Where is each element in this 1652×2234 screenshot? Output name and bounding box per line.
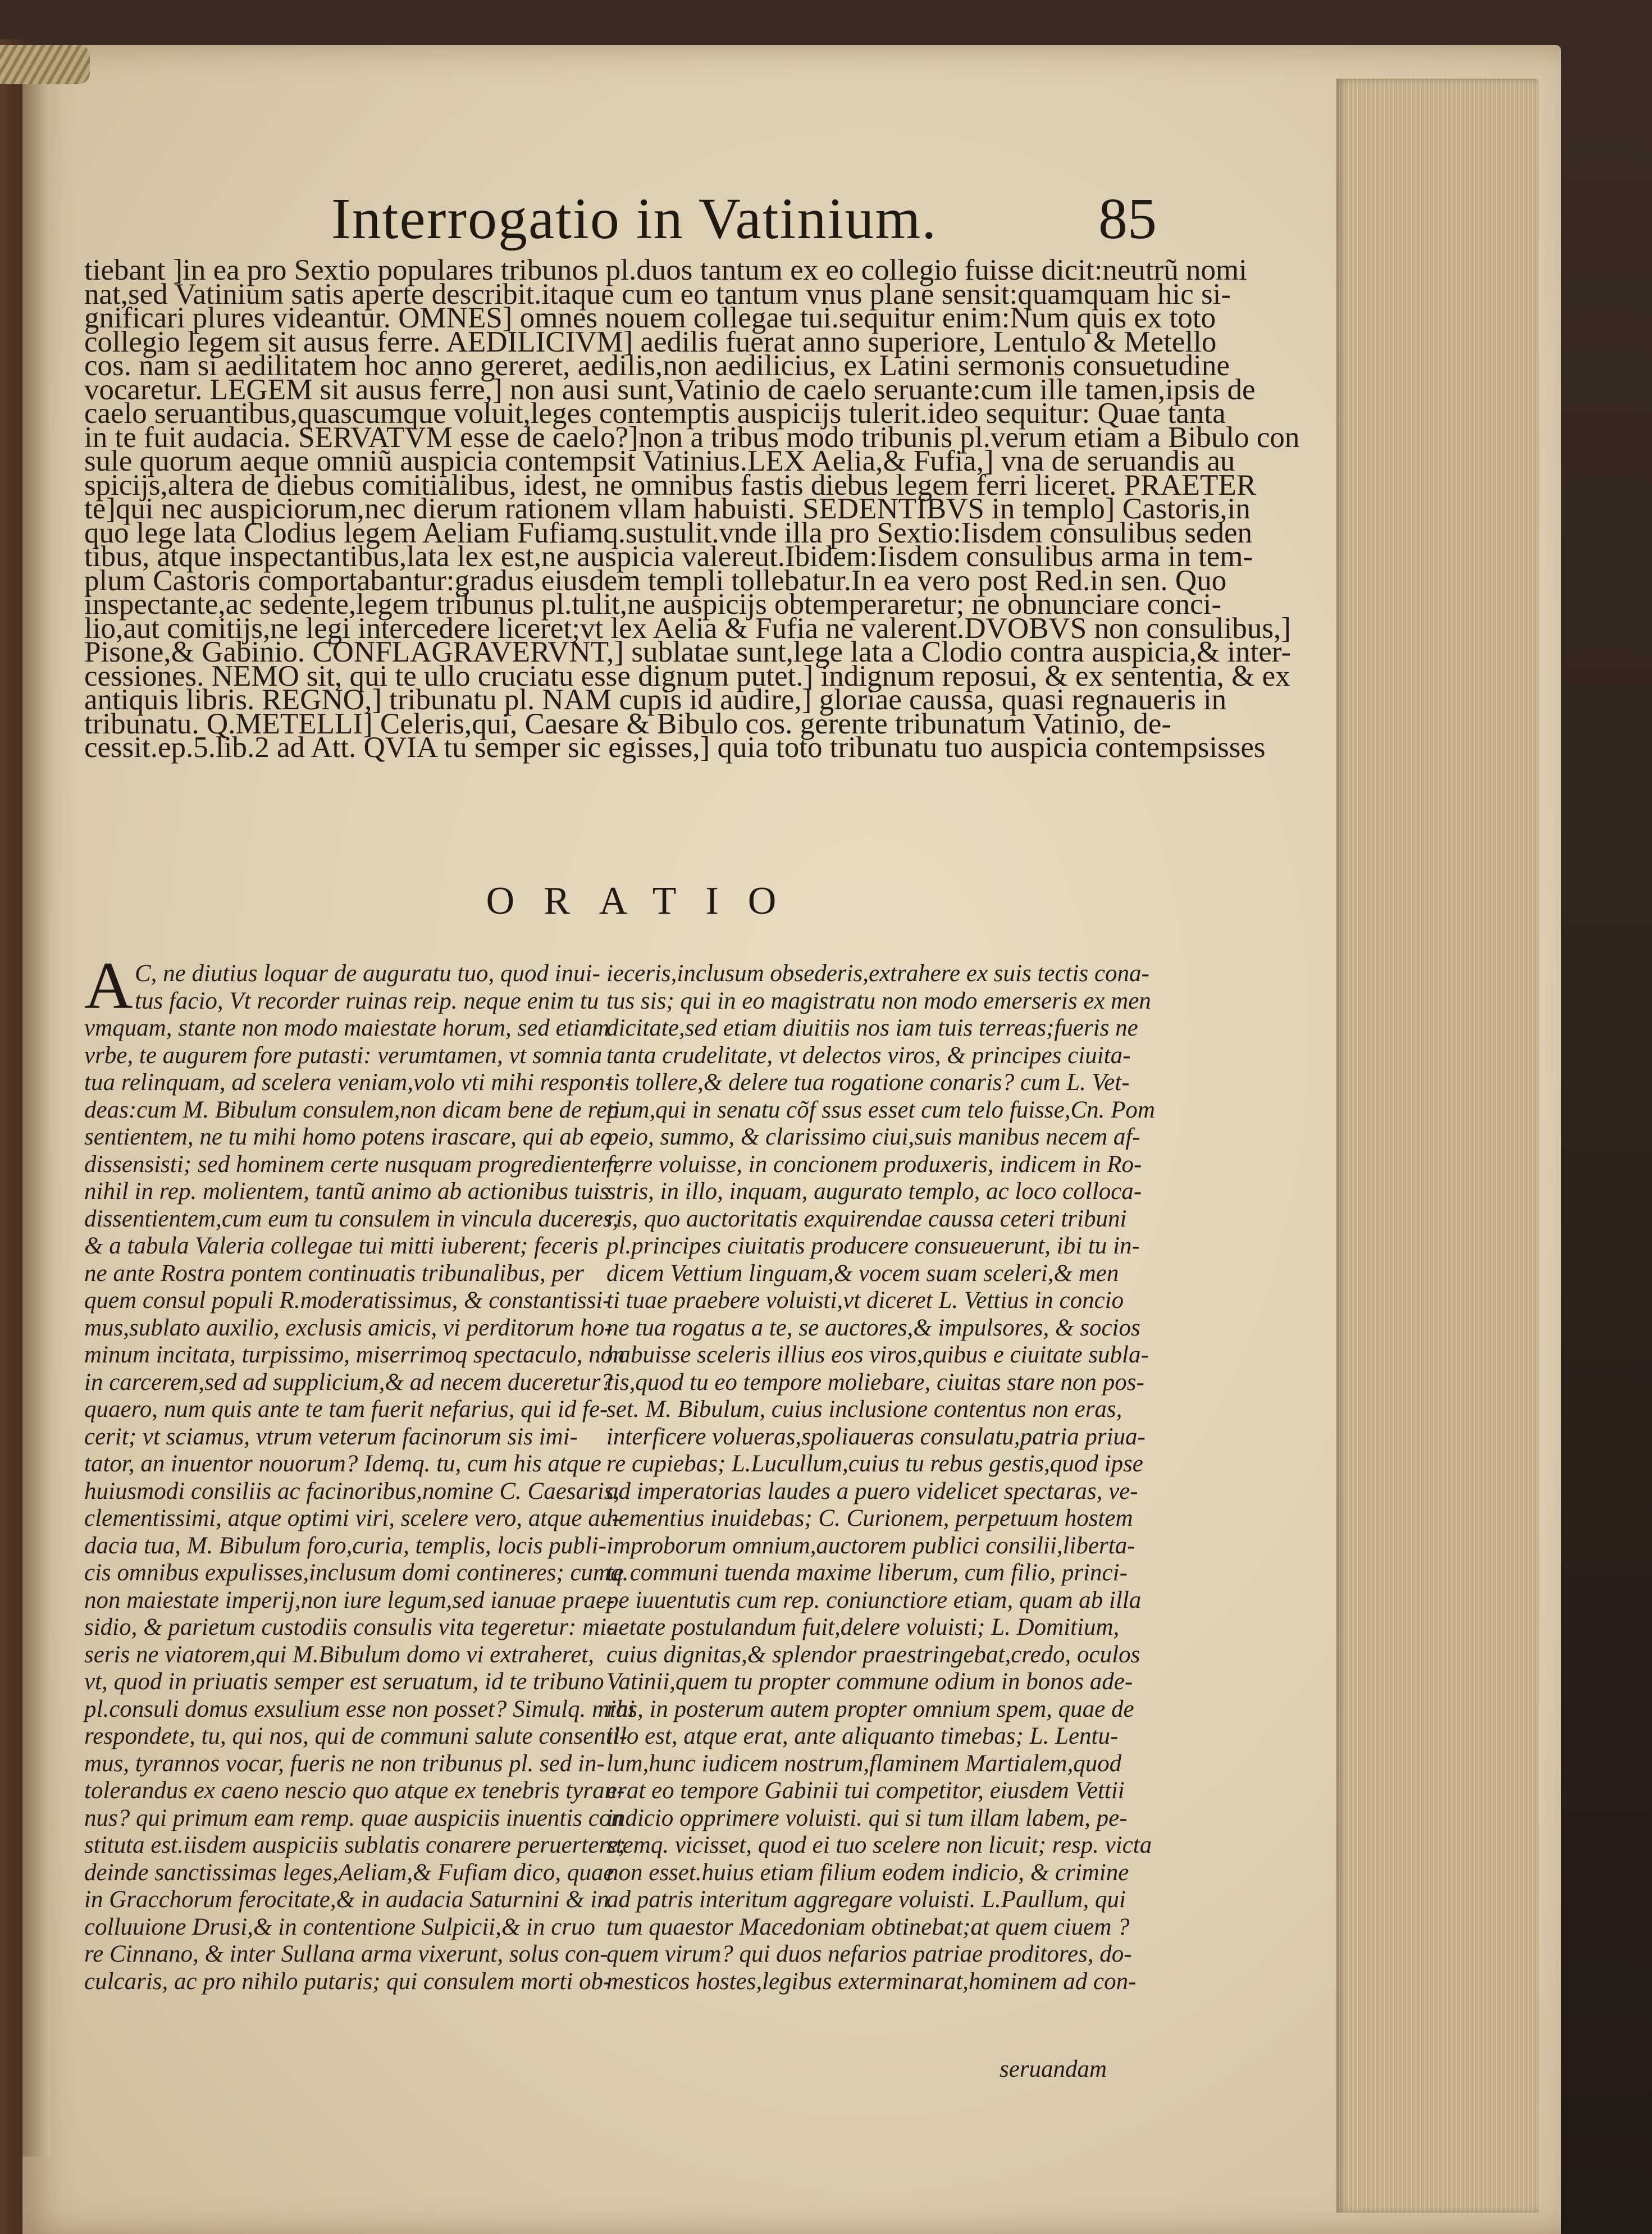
drop-capital: A [84,948,133,1023]
commentary-line: tribunatu. Q.METELLI] Celeris,qui, Caesare & Bibulo cos. gerente tribunatum Vatinio, de- [84,707,1172,740]
text-line: tum quaestor Macedoniam obtinebat;at quem ciuem ? [606,1913,1130,1940]
text-line: quem virum? qui duos nefarios patriae proditores, do- [606,1941,1132,1967]
text-line: ne ante Rostra pontem continuatis tribunalibus, per [84,1260,584,1287]
text-line: lum,hunc iudicem nostrum,flaminem Martialem,quod [606,1750,1122,1777]
text-line: interficere volueras,spoliaueras consulatu,patria priua- [606,1423,1146,1450]
catchword: seruandam [1000,2056,1107,2082]
commentary-line: vocaretur. LEGEM sit ausus ferre,] non ausi sunt,Vatinio de caelo seruante:cum ille tamen,ipsis de [84,373,1256,406]
text-line: pl.consuli domus exsulium esse non posset? Simulq. mihi [84,1695,635,1722]
text-line: seris ne viatorem,qui M.Bibulum domo vi extraheret, [84,1641,594,1668]
text-line: mus,sublato auxilio, exclusis amicis, vi perditorum ho- [84,1314,613,1341]
text-line: dicem Vettium linguam,& vocem suam sceleri,& men [606,1260,1119,1287]
text-line: clementissimi, atque optimi viri, scelere vero, atque au- [84,1505,620,1531]
text-line: dacia tua, M. Bibulum foro,curia, templis, locis publi- [84,1532,607,1559]
binding-tie [0,45,90,84]
commentary-line: te]qui nec auspiciorum,nec dierum rationem vllam habuisti. SEDENTIBVS in templo] Castoris,in [84,493,1251,525]
text-line: in Gracchorum ferocitate,& in audacia Saturnini & in [84,1886,609,1913]
commentary-line: lio,aut comitijs,ne legi intercedere liceret;vt lex Aelia & Fufia ne valerent.DVOBVS non consulibus,] [84,612,1291,645]
text-line: culcaris, ac pro nihilo putaris; qui consulem morti ob- [84,1968,611,1995]
commentary-line: spicijs,altera de diebus comitialibus, idest, ne omnibus fastis diebus legem ferri liceret. PRAETER [84,468,1257,501]
text-line: te communi tuenda maxime liberum, cum filio, princi- [606,1560,1128,1586]
text-line: ris, quo auctoritatis exquirendae caussa ceteri tribuni [606,1205,1127,1232]
text-line: improborum omnium,auctorem publici consilii,liberta- [606,1532,1135,1559]
text-line: sentientem, ne tu mihi homo potens irascare, qui ab eo [84,1124,613,1150]
text-line: nihil in rep. molientem, tantũ animo ab actionibus tuis [84,1178,609,1205]
running-head [331,185,1157,258]
text-line: quaero, num quis ante te tam fuerit nefarius, qui id fe- [84,1396,608,1423]
text-line: ad imperatorias laudes a puero videlicet spectaras, ve- [606,1478,1138,1504]
text-line: mesticos hostes,legibus exterminarat,hominem ad con- [606,1968,1137,1995]
commentary-line: in te fuit audacia. SERVATVM esse de caelo?]non a tribus modo tribunis pl.verum etiam a Bibulo con [84,421,1300,454]
commentary-line: antiquis libris. REGNO,] tribunatu pl. NAM cupis id audire,] gloriae caussa, quasi regnaueris in [84,683,1227,716]
commentary-line: tibus, atque inspectantibus,lata lex est,ne auspicia valereut.Ibidem:Iisdem consulibus arma in tem- [84,540,1253,573]
text-line: cis omnibus expulisses,inclusum domi contineres; cumq. [84,1560,629,1586]
text-line: tus facio, Vt recorder ruinas reip. neque enim tu [135,987,599,1014]
text-line: mus, tyrannos vocar, fueris ne non tribunus pl. sed in- [84,1750,605,1777]
commentary-block [84,254,1300,764]
commentary-line: gnificari plures videantur. OMNES] omnes nouem collegae tui.sequitur enim:Num quis ex toto [84,302,1216,334]
text-line: tolerandus ex caeno nescio quo atque ex tenebris tyran- [84,1777,625,1804]
commentary-line: tiebant ]in ea pro Sextio populares tribunos pl.duos tantum ex eo collegio fuisse dicit:neutrũ nomi [84,254,1248,286]
text-line: pe iuuentutis cum rep. coniunctiore etiam, quam ab illa [606,1586,1142,1613]
text-line: colluuione Drusi,& in contentione Sulpicii,& in cruo [84,1913,596,1940]
text-line: respondete, tu, qui nos, qui de communi salute consenti- [84,1723,627,1749]
text-line: stris, in illo, inquam, augurato templo, ac loco colloca- [606,1178,1142,1205]
text-line: Vatinii,quem tu propter commune odium in bonos ade- [606,1668,1133,1695]
text-line: in carcerem,sed ad supplicium,& ad necem duceretur? [84,1369,613,1396]
text-line: re Cinnano, & inter Sullana arma vixerunt, solus con- [84,1941,608,1967]
text-line: non maiestate imperij,non iure legum,sed ianuae prae- [84,1586,615,1613]
running-head-title: Interrogatio in Vatinium. [331,186,938,251]
text-line: & a tabula Valeria collegae tui mitti iuberent; feceris [84,1233,599,1259]
text-line: peio, summo, & clarissimo ciui,suis manibus necem af- [606,1124,1140,1150]
text-line: illo est, atque erat, ante aliquanto timebas; L. Lentu- [606,1723,1119,1749]
text-line: ferre voluisse, in concionem produxeris, indicem in Ro- [606,1151,1142,1178]
commentary-line: cessiones. NEMO sit, qui te ullo cruciatu esse dignum putet.] indignum reposui, & ex sententia, & ex [84,659,1290,692]
text-line: non esset.huius etiam filium eodem indicio, & crimine [606,1859,1129,1886]
text-line: vrbe, te augurem fore putasti: verumtamen, vt somnia [84,1042,603,1069]
text-line: habuisse sceleris illius eos viros,quibus e ciuitate subla- [606,1342,1149,1368]
commentary-line: sule quorum aeque omniũ auspicia contempsit Vatinius.LEX Aelia,& Fufia,] vna de seruandis au [84,445,1235,477]
text-line: huiusmodi consiliis ac facinoribus,nomine C. Caesaris, [84,1478,620,1504]
commentary-line: cessit.ep.5.lib.2 ad Att. QVIA tu semper sic egisses,] quia toto tribunatu tuo auspicia contempsisses [84,731,1266,764]
text-line: tis tollere,& delere tua rogatione conaris? cum L. Vet- [606,1069,1130,1096]
text-line: stituta est.iisdem auspiciis sublatis conarere peruertere; [84,1832,627,1858]
text-line: tua relinquam, ad scelera veniam,volo vti mihi respon- [84,1069,613,1096]
text-line: deas:cum M. Bibulum consulem,non dicam bene de rep. [84,1096,626,1123]
section-heading: ORATIO [486,879,806,923]
text-line: vmquam, stante non modo maiestate horum, sed etiam [84,1015,610,1041]
text-line: tator, an inuentor nouorum? Idemq. tu, cum his atque [84,1451,601,1477]
text-line: stemq. vicisset, quod ei tuo scelere non licuit; resp. victa [606,1832,1152,1858]
text-line: re cupiebas; L.Lucullum,cuius tu rebus gestis,quod ipse [606,1451,1143,1477]
right-column [606,960,1155,1995]
text-line: dicitate,sed etiam diuitiis nos iam tuis terreas;fueris ne [606,1015,1138,1041]
text-line: sidio, & parietum custodiis consulis vita tegeretur: mi- [84,1614,615,1640]
commentary-line: collegio legem sit ausus ferre. AEDILICIVM] aedilis fuerat anno superiore, Lentulo & Metello [84,325,1217,358]
commentary-line: inspectante,ac sedente,legem tribunus pl.tulit,ne auspicijs obtemperaretur; ne obnunciare conci- [84,588,1222,621]
text-line: hementius inuidebas; C. Curionem, perpetuum hostem [606,1505,1133,1531]
text-line: cuius dignitas,& splendor praestringebat,credo, oculos [606,1641,1140,1668]
text-line: cerit; vt sciamus, vtrum veterum facinorum sis imi- [84,1423,578,1450]
text-line: set. M. Bibulum, cuius inclusione contentus non eras, [606,1396,1122,1423]
text-line: pl.principes ciuitatis producere consueuerunt, ibi tu in- [606,1233,1140,1259]
commentary-line: plum Castoris comportabantur:gradus eiusdem templi tollebatur.In ea vero post Red.in sen. Quo [84,564,1227,597]
text-line: tanta crudelitate, vt delectos viros, & principes ciuita- [606,1042,1131,1069]
text-line: dissentientem,cum eum tu consulem in vincula duceres, [84,1205,619,1232]
commentary-line: nat,sed Vatinium satis aperte describit.itaque cum eo tantum vnus plane sensit:quamquam hic si- [84,277,1231,311]
page-edges [1336,79,1539,2213]
text-line: C, ne diutius loquar de auguratu tuo, quod inui- [135,960,600,987]
text-line: deinde sanctissimas leges,Aeliam,& Fufiam dico, quae [84,1859,614,1886]
commentary-line: Pisone,& Gabinio. CONFLAGRAVERVNT,] sublatae sunt,lege lata a Clodio contra auspicia,& inter- [84,636,1292,668]
text-line: ti tuae praebere voluisti,vt diceret L. Vettius in concio [606,1287,1124,1314]
text-line: vt, quod in priuatis semper est seruatum, id te tribuno [84,1668,604,1695]
text-line: nus? qui primum eam remp. quae auspiciis inuentis con [84,1804,623,1831]
text-line: tium,qui in senatu cõf ssus esset cum telo fuisse,Cn. Pom [606,1096,1155,1123]
commentary-line: caelo seruantibus,quascumque voluit,leges contemptis auspicijs tulerit.ideo sequitur: Quae tanta [84,397,1226,430]
page-number: 85 [1098,186,1157,251]
text-line: ras, in posterum autem propter omnium spem, quae de [606,1695,1134,1722]
text-line: minum incitata, turpissimo, miserrimoq spectaculo, non [84,1342,625,1368]
text-line: aetate postulandum fuit,delere voluisti; L. Domitium, [606,1614,1120,1640]
text-line: ad patris interitum aggregare voluisti. L.Paullum, qui [606,1886,1126,1913]
commentary-line: cos. nam si aedilitatem hoc anno gereret, aedilis,non aedilicius, ex Latini sermonis consuetudine [84,349,1230,382]
text-line: erat eo tempore Gabinii tui competitor, eiusdem Vettii [606,1777,1125,1804]
commentary-line: quo lege lata Clodius legem Aeliam Fufiamq.sustulit.vnde illa pro Sextio:Iisdem consulibus seden [84,516,1252,549]
text-line: ieceris,inclusum obsederis,extrahere ex suis tectis cona- [606,960,1149,987]
text-line: tus sis; qui in eo magistratu non modo emerseris ex men [606,987,1151,1014]
text-line: indicio opprimere voluisti. qui si tum illam labem, pe- [606,1804,1128,1831]
left-column [84,960,635,1995]
text-line: quem consul populi R.moderatissimus, & constantissi- [84,1287,611,1314]
gutter-shadow [22,79,51,2157]
text-line: tis,quod tu eo tempore moliebare, ciuitas stare non pos- [606,1369,1144,1396]
text-line: dissensisti; sed hominem certe nusquam progredientem, [84,1151,624,1178]
text-line: ne tua rogatus a te, se auctores,& impulsores, & socios [606,1314,1140,1341]
